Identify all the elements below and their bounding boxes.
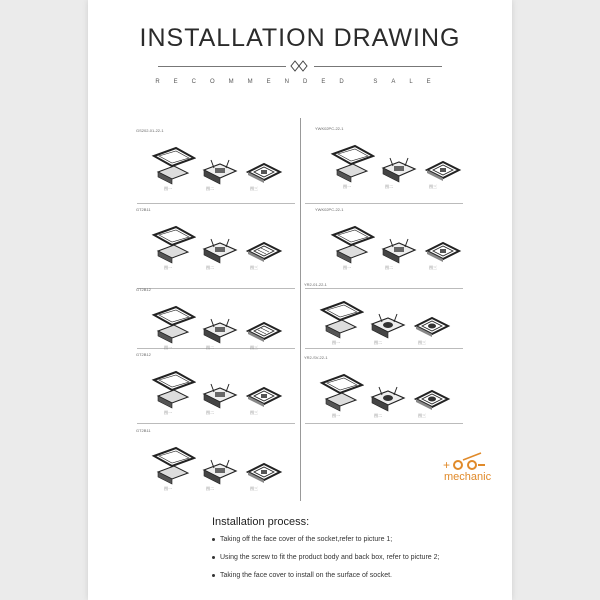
panel-code: GT2B12 bbox=[136, 287, 151, 292]
process-step-3: Taking the face cover to install on the surface of socket. bbox=[212, 572, 392, 579]
figure-caption: 图一 bbox=[332, 413, 340, 418]
figure-caption: 图二 bbox=[374, 413, 382, 418]
figure-caption: 图二 bbox=[206, 186, 214, 191]
panel-code: YR2-01-22-1 bbox=[304, 282, 327, 287]
figure-caption: 图一 bbox=[164, 186, 172, 191]
figure-caption: 图三 bbox=[418, 413, 426, 418]
page-title: INSTALLATION DRAWING bbox=[139, 24, 461, 52]
figure-caption: 图二 bbox=[206, 486, 214, 491]
square-switch-plate-icon bbox=[150, 446, 196, 491]
panel-code: YWK02PC-22-1 bbox=[315, 207, 344, 212]
square-switch-plate-icon bbox=[150, 370, 196, 415]
bullet-icon bbox=[212, 538, 215, 541]
panel-code: YWK02PC-22-1 bbox=[315, 126, 344, 131]
figure-caption: 图二 bbox=[206, 265, 214, 270]
figure-caption: 图三 bbox=[429, 265, 437, 270]
round-dial-socket-icon bbox=[318, 373, 364, 418]
round-dial-socket-icon bbox=[318, 300, 364, 345]
grille-socket-icon bbox=[150, 225, 196, 270]
figure-caption: 图一 bbox=[343, 184, 351, 189]
panel-code: GS202-01-22-1 bbox=[136, 128, 164, 133]
grille-socket-icon bbox=[150, 305, 196, 350]
logo-text: mechanic bbox=[444, 471, 492, 483]
figure-caption: 图二 bbox=[206, 410, 214, 415]
svg-text:+: + bbox=[443, 458, 451, 472]
figure-caption: 图二 bbox=[385, 184, 393, 189]
panel-code: YR2-SV-22-1 bbox=[304, 355, 328, 360]
figure-caption: 图二 bbox=[385, 265, 393, 270]
square-switch-plate-icon bbox=[150, 146, 196, 191]
figure-caption: 图三 bbox=[429, 184, 437, 189]
figure-caption: 图一 bbox=[164, 486, 172, 491]
figure-caption: 图一 bbox=[343, 265, 351, 270]
bullet-icon bbox=[212, 556, 215, 559]
figure-caption: 图二 bbox=[374, 340, 382, 345]
figure-caption: 图三 bbox=[250, 345, 258, 350]
figure-caption: 图一 bbox=[164, 265, 172, 270]
panel-code: GT2B11 bbox=[136, 207, 151, 212]
figure-caption: 图三 bbox=[418, 340, 426, 345]
figure-caption: 图一 bbox=[164, 410, 172, 415]
page-subtitle: RECOMMENDED SALE bbox=[155, 79, 445, 85]
panel-code: GT2B11 bbox=[136, 428, 151, 433]
double-diamond-icon bbox=[290, 60, 310, 72]
square-socket-plate-icon bbox=[329, 144, 375, 189]
product-sheet bbox=[88, 0, 512, 600]
figure-caption: 图三 bbox=[250, 410, 258, 415]
figure-caption: 图一 bbox=[164, 345, 172, 350]
process-step-2: Using the screw to fit the product body and back box, refer to picture 2; bbox=[212, 554, 439, 561]
bullet-icon bbox=[212, 574, 215, 577]
title-divider bbox=[88, 60, 512, 72]
figure-caption: 图三 bbox=[250, 486, 258, 491]
figure-caption: 图三 bbox=[250, 265, 258, 270]
figure-caption: 图二 bbox=[206, 345, 214, 350]
process-title: Installation process: bbox=[212, 516, 310, 528]
figure-caption: 图三 bbox=[250, 186, 258, 191]
figure-caption: 图一 bbox=[332, 340, 340, 345]
process-step-1: Taking off the face cover of the socket,refer to picture 1; bbox=[212, 536, 392, 543]
panel-code: GT2B12 bbox=[136, 352, 151, 357]
square-socket-plate-icon bbox=[329, 225, 375, 270]
